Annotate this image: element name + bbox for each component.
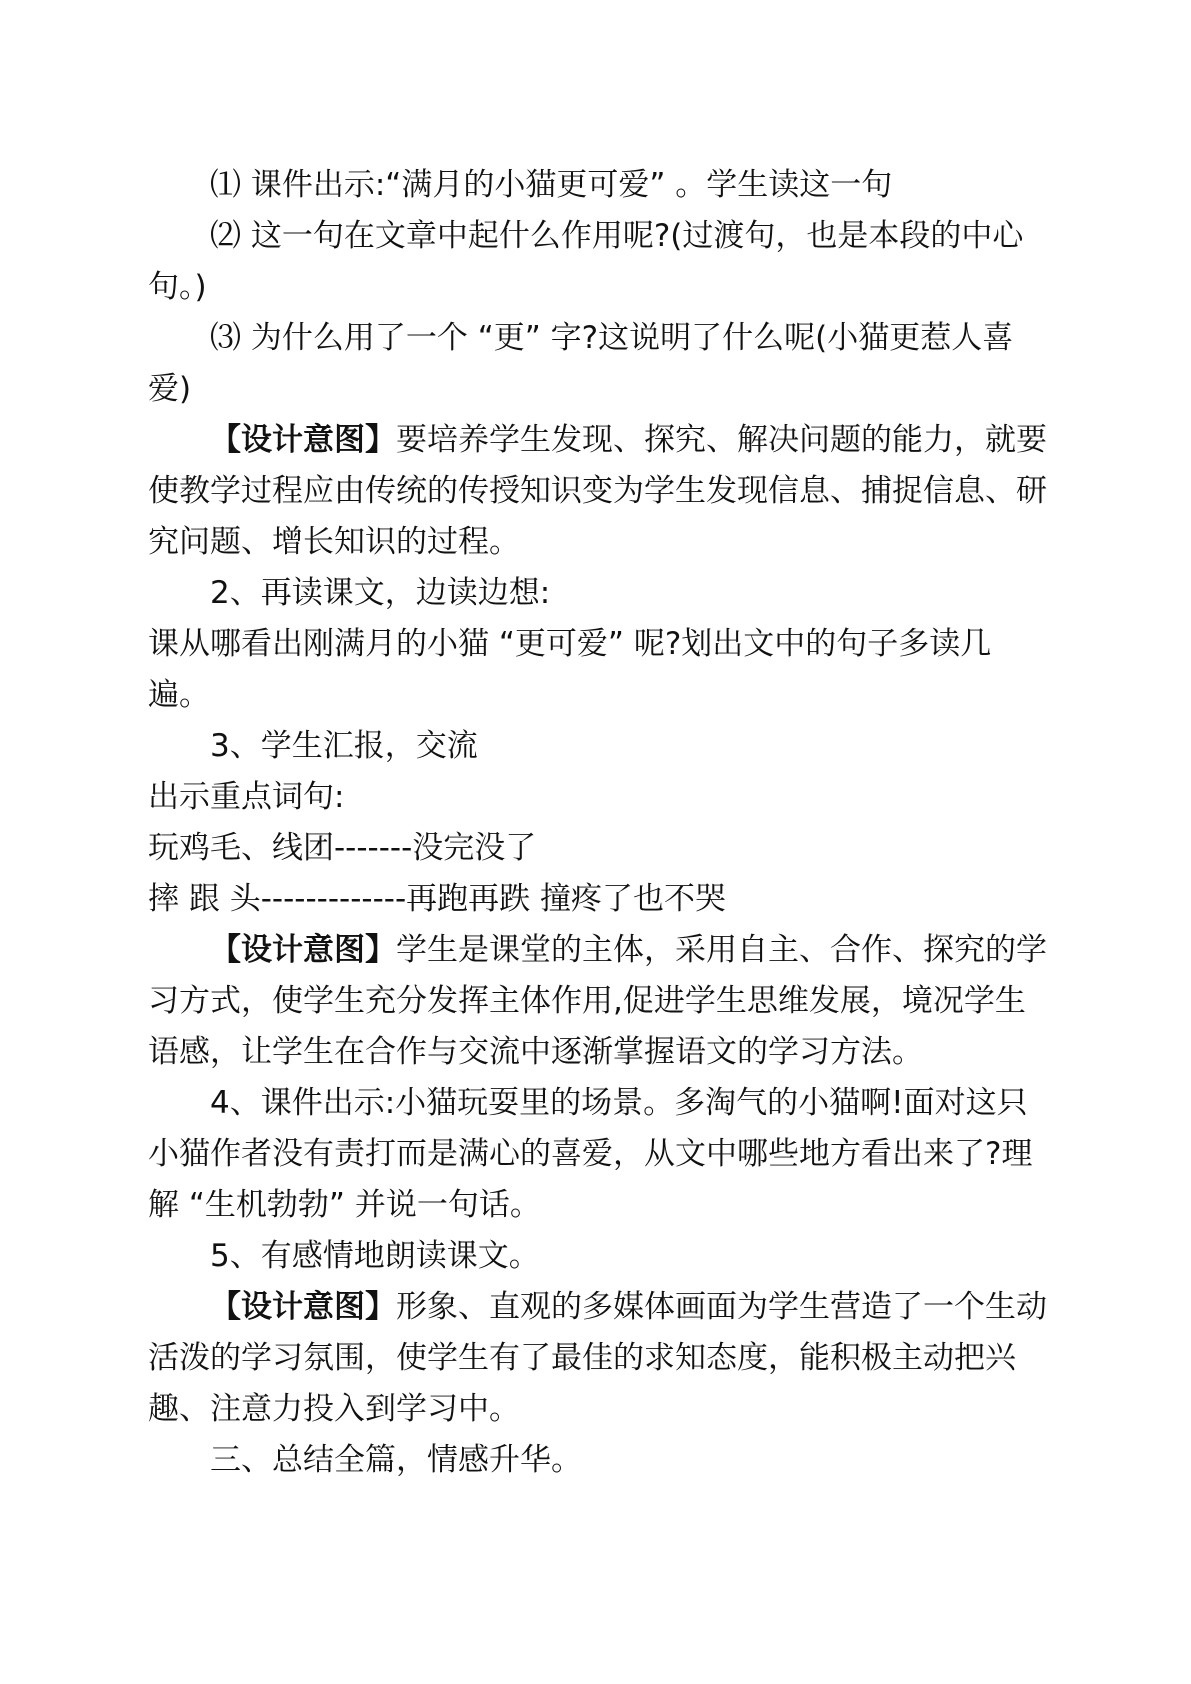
paragraph-text: 三、总结全篇，情感升华。	[210, 1442, 582, 1478]
design-intent-paragraph-1	[148, 415, 1053, 568]
paragraph-text: 课从哪看出刚满月的小猫 “更可爱” 呢?划出文中的句子多读几遍。	[148, 626, 992, 713]
paragraph-text: 玩鸡毛、线团-------没完没了	[148, 830, 537, 866]
paragraph-text: 2、再读课文，边读边想:	[210, 575, 551, 611]
paragraph-key-phrase-2	[148, 874, 1053, 925]
document-page	[148, 160, 1053, 1486]
paragraph-report	[148, 721, 1053, 772]
paragraph-text: ⑴ 课件出示:“满月的小猫更可爱” 。学生读这一句	[210, 167, 893, 203]
design-intent-label: 【设计意图】	[210, 422, 396, 458]
paragraph-text: 摔 跟 头-------------再跑再跌 撞疼了也不哭	[148, 881, 726, 917]
design-intent-label: 【设计意图】	[210, 1289, 396, 1325]
paragraph-text: 出示重点词句:	[148, 779, 345, 815]
paragraph-step-3	[148, 313, 1053, 415]
paragraph-text: 要培养学生发现、探究、解决问题的能力，就要使教学过程应由传统的传授知识变为学生发现信息、捕捉信息、研究问题、增长知识的过程。	[148, 422, 1047, 560]
paragraph-text: 学生是课堂的主体，采用自主、合作、探究的学习方式，使学生充分发挥主体作用,促进学生思维发展，境况学生语感，让学生在合作与交流中逐渐掌握语文的学习方法。	[148, 932, 1047, 1070]
paragraph-question	[148, 619, 1053, 721]
paragraph-key-phrases-heading	[148, 772, 1053, 823]
paragraph-text: 形象、直观的多媒体画面为学生营造了一个生动活泼的学习氛围，使学生有了最佳的求知态度，能积极主动把兴趣、注意力投入到学习中。	[148, 1289, 1047, 1427]
paragraph-text: 5、有感情地朗读课文。	[210, 1238, 540, 1274]
paragraph-read-aloud	[148, 1231, 1053, 1282]
paragraph-text: 3、学生汇报，交流	[210, 728, 478, 764]
paragraph-summary	[148, 1435, 1053, 1486]
design-intent-paragraph-3	[148, 1282, 1053, 1435]
paragraph-text: ⑵ 这一句在文章中起什么作用呢?(过渡句，也是本段的中心句。)	[148, 218, 1024, 305]
paragraph-reread	[148, 568, 1053, 619]
design-intent-paragraph-2	[148, 925, 1053, 1078]
paragraph-text: ⑶ 为什么用了一个 “更” 字?这说明了什么呢(小猫更惹人喜爱)	[148, 320, 1014, 407]
paragraph-step-1	[148, 160, 1053, 211]
design-intent-label: 【设计意图】	[210, 932, 396, 968]
paragraph-step-2	[148, 211, 1053, 313]
paragraph-text: 4、课件出示:小猫玩耍里的场景。多淘气的小猫啊!面对这只小猫作者没有责打而是满心的喜爱，从文中哪些地方看出来了?理解 “生机勃勃” 并说一句话。	[148, 1085, 1033, 1223]
paragraph-courseware	[148, 1078, 1053, 1231]
paragraph-key-phrase-1	[148, 823, 1053, 874]
